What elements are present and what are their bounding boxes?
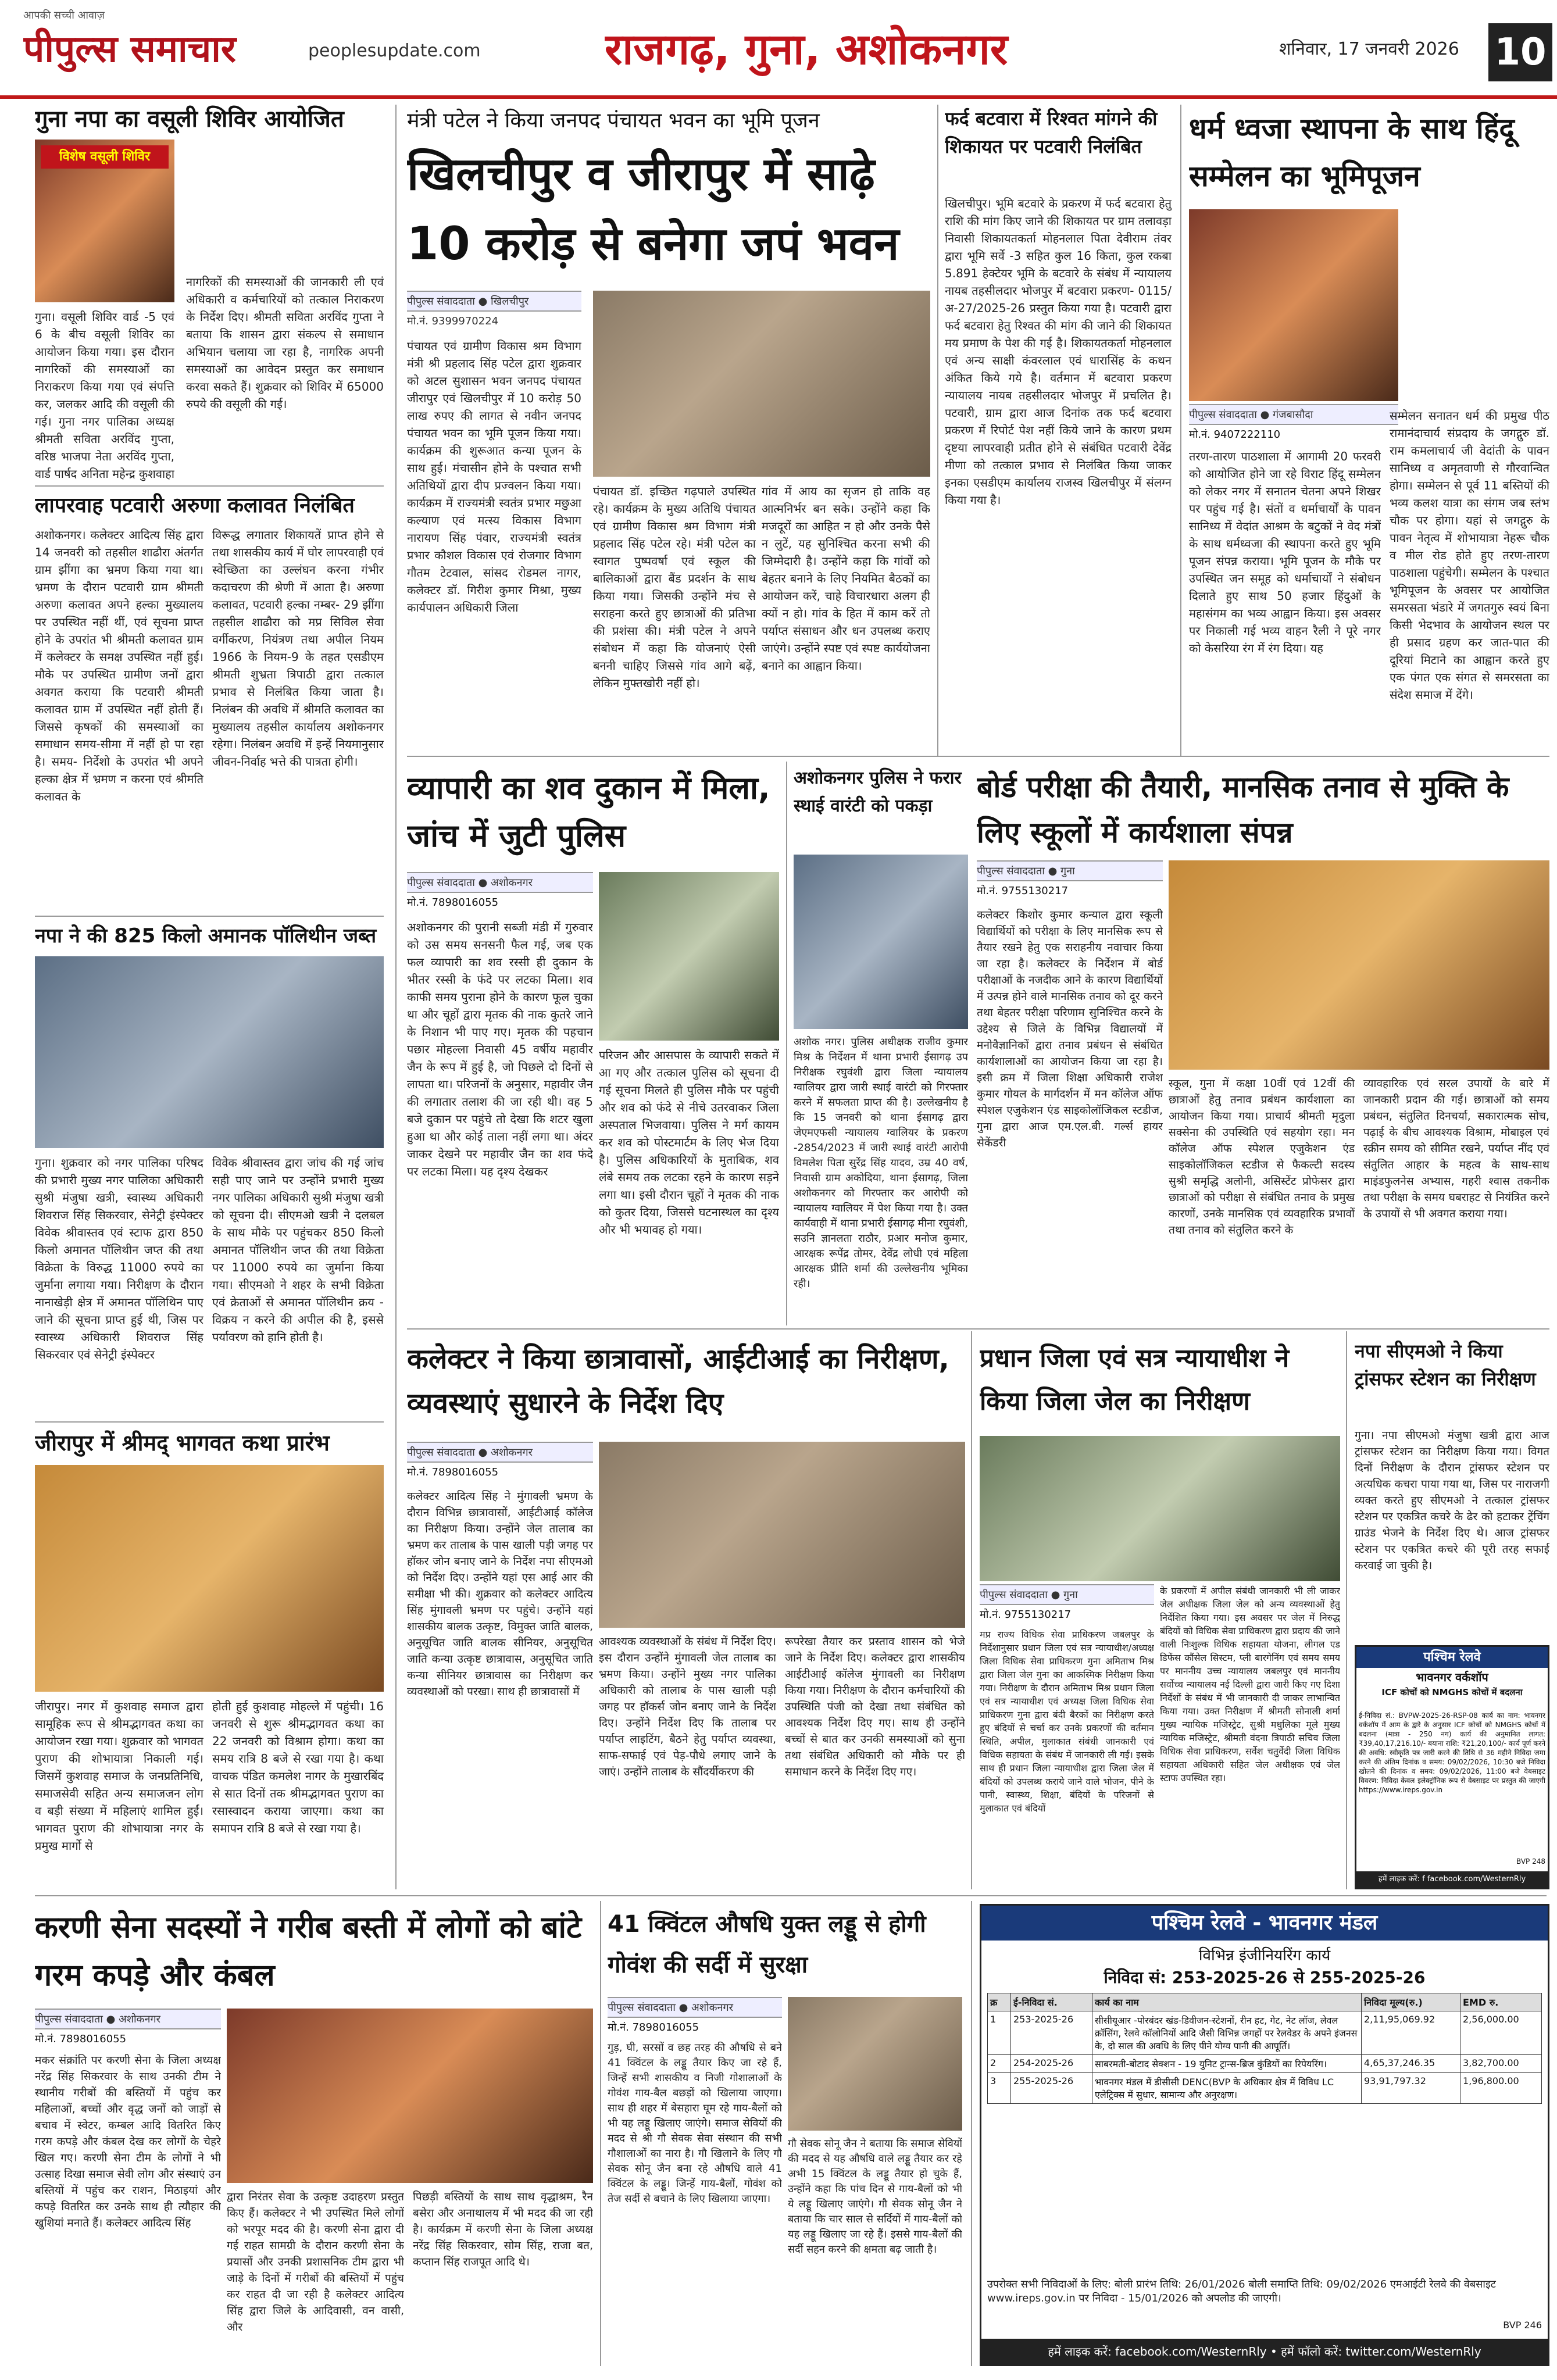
- a8-body-1: अशोकनगर की पुरानी सब्जी मंडी में गुरुवार को उस समय सनसनी फैल गई, जब एक फल व्यापारी का शव रस्सी ही दुकान के भीतर रस्सी के फंदे पर लटका मिला। शव काफी समय पुराना होने के कारण फूल चुका था और चूहों द्वारा मृतक की नाक कुतरे जाने के निशान भी पाए गए। मृतक की पहचान पछार मोहल्ला निवासी 45 वर्षीय महावीर जैन के रूप में हुई है, जो पिछले दो दिनों से लापता था। परिजनों के अनुसार, महावीर जैन की लगातार तलाश की जा रही थी। वह 5 बजे दुकान पर पहुंचे तो देखा कि शटर खुला हुआ था और कोई ताला नहीं लगा था। अंदर जाकर देखने पर महावीर जैन का शव फंदे पर लटका मिला। यह दृश्य देखकर: [407, 920, 593, 1178]
- a14-body-2: द्वारा निरंतर सेवा के उत्कृष्ट उदाहरण प्रस्तुत किए हैं। कलेक्टर ने भी उपस्थित मिले लोगों को भरपूर मदद की है। करणी सेना द्वारा दी गई राहत सामग्री के दौरान करणी सेना के प्रयासों और उनकी प्रशासनिक टीम द्वारा भी जाड़े के दिनों में गरीबों की बस्तियों में पहुंच कर राहत दी जा रही है कलेक्टर आदित्य सिंह द्वारा जिले के आदिवासी, वन वासी, और: [227, 2190, 404, 2333]
- a6-title: फर्द बटवारा में रिश्वत मांगने की शिकायत पर पटवारी निलंबित: [945, 108, 1158, 158]
- divider: [794, 756, 1549, 757]
- a7-mobile: मो.नं. 9407222110: [1189, 428, 1281, 441]
- a3-title: नपा ने की 825 किलो अमानक पॉलिथीन जब्त: [35, 924, 377, 948]
- ad2-sub: विभिन्न इंजीनियरिंग कार्य: [1198, 1947, 1331, 1964]
- a7-byline: पीपुल्स संवाददाता ● गंजबासौदा: [1189, 404, 1398, 425]
- column-divider: [786, 762, 787, 1325]
- a15-body-1: गुड़, घी, सरसों व छह तरह की औषधि से बने 41 क्विंटल के लड्डू तैयार किए जा रहे हैं, जिन्हें सभी शासकीय व निजी गोशालाओं के गोवंश गाय-बैल बछड़ों को खिलाया जाएगा। साथ ही शहर में बेसहारा घूम रहे गाय-बैलों को भी यह लड्डू खिलाए जाएंगे। समाज सेवियों की मदद से श्री गौ सेवक सेवा संस्थान की सभी गौशालाओं का नारा है। गौ खिलाने के लिए गौ सेवक सोनू जैन बना रहे औषधि वाले 41 क्विंटल के लड्डू। जिन्हें गाय-बैलों, गोवंश को तेज सर्दी से बचाने के लिए खिलाया जाएगा।: [608, 2042, 782, 2205]
- a12-byline: पीपुल्स संवाददाता ● गुना: [980, 1584, 1154, 1605]
- cell: 2,56,000.00: [1460, 2011, 1542, 2055]
- cell: भावनगर मंडल में डीसीसी DENC(BVP के अधिकार क्षेत्र में विविध LC एलेट्रिक्स में सुधार, सामान्य और अनुरक्षण।: [1092, 2073, 1362, 2104]
- ad2-follow[interactable]: हमें लाइक करें: facebook.com/WesternRly • हमें फॉलो करें: twitter.com/WesternRly: [981, 2339, 1548, 2364]
- a4-title: जीरापुर में श्रीमद् भागवत कथा प्रारंभ: [35, 1430, 330, 1456]
- divider: [35, 485, 384, 487]
- a15-title: 41 क्विंटल औषधि युक्त लड्डू से होगी गोवंश की सर्दी में सुरक्षा: [608, 1911, 926, 1978]
- column-divider: [971, 1331, 972, 1889]
- cell: 3,82,700.00: [1460, 2055, 1542, 2073]
- a11-photo: [599, 1442, 965, 1628]
- a15-mobile: मो.नं. 7898016055: [608, 2021, 699, 2034]
- table-header-row: [988, 1993, 1542, 2011]
- a4-body-2: होती हुई कुशवाह मोहल्ले में पहुंची। 16 जनवरी से शुरू श्रीमद्भागवत कथा का 22 जनवरी को विश्राम होगा। कथा का समय रात्रि 8 बजे से रखा गया है। कथा वाचक पंडित कमलेश नागर के मुखारबिंद से सात दिनों तक श्रीमद्भागवत पुराण का रसास्वादन कराया जाएगा। कथा का समापन रात्रि 8 बजे से रखा गया है।: [212, 1699, 384, 1835]
- page-number: 10: [1488, 23, 1552, 81]
- column-divider: [1346, 1331, 1347, 1889]
- a5-body-2: पंचायत डॉ. इच्छित गढ़पाले उपस्थित रहे। कार्यक्रम के मुख्य अतिथि पंचायत एवं ग्रामीण विकास श्रम विभाग मंत्री प्रहलाद सिंह पटेल रहे। मंत्री पटेल का स्वागत पुष्पवर्षा एवं स्कूल की बालिकाओं द्वारा बैंड प्रदर्शन के साथ किया गया। जिसकी उन्होंने मंच से सराहना करते हुए छात्राओं की प्रतिभा की प्रशंसा की। मंत्री पटेल ने अपने संबोधन में कहा कि योजनाएं ऐसी बननी चाहिए जिससे गांव आगे बढ़ें, लेकिन मुफ्तखोरी नहीं हो।: [593, 484, 756, 690]
- ad2-table: [987, 1993, 1542, 2260]
- a2-title: लापरवाह पटवारी अरुणा कलावत निलंबित: [35, 494, 355, 517]
- divider: [35, 1895, 1547, 1896]
- a11-body-2: आवश्यक व्यवस्थाओं के संबंध में निर्देश दिए। इस दौरान उन्होंने मुंगावली जेल तालाब का भ्रमण किया। उन्होंने मुख्य नगर पालिका अधिकारी को तालाब के पास खाली पड़ी जगह पर हॉकर्स जोन बनाए जाने के निर्देश दिए। उन्होंने निर्देश दिए कि तालाब पर पर्याप्त लाइटिंग, बैठने हेतु पर्याप्त व्यवस्था, साफ-सफाई एवं पेड़-पौधे लगाए जाने के जाएं। उन्होंने तालाब के सौंदर्यीकरण की: [599, 1635, 776, 1778]
- cell: 255-2025-26: [1011, 2073, 1092, 2104]
- a7-title: धर्म ध्वजा स्थापना के साथ हिंदू सम्मेलन का भूमिपूजन: [1189, 112, 1515, 193]
- divider: [407, 1328, 1549, 1330]
- a14-mobile: मो.नं. 7898016055: [35, 2033, 127, 2045]
- a10-mobile: मो.नं. 9755130217: [977, 885, 1069, 897]
- ad1-code: BVP 248: [1516, 1857, 1545, 1866]
- a5-mobile: मो.नं. 9399970224: [407, 315, 499, 327]
- cell: 1: [988, 2011, 1011, 2055]
- a3-body-2: विवेक श्रीवास्तव द्वारा जांच की गई जांच सही पाए जाने पर उन्होंने प्रभारी मुख्य नगर पालिका अधिकारी सुश्री मंजुषा खत्री को सूचना दी। सीएमओ खत्री ने दलबल के साथ मौके पर पहुंचकर 850 किलो अमानत पॉलिथीन जप्त की तथा विक्रेता पर 11000 रुपये का जुर्माना किया गया। सीएमओ ने शहर के सभी विक्रेता एवं क्रेताओं से अमानत पॉलिथीन क्रय - विक्रय न करने की अपील की है, इससे पर्यावरण को हानि होती है।: [212, 1156, 384, 1344]
- a5-title: खिलचीपुर व जीरापुर में साढ़े 10 करोड़ से बनेगा जपं भवन: [407, 148, 899, 270]
- edition-cities: राजगढ़, गुना, अशोकनगर: [605, 24, 1008, 74]
- cell: 1,96,800.00: [1460, 2073, 1542, 2104]
- a11-body-1: कलेक्टर आदित्य सिंह ने मुंगावली भ्रमण के दौरान विभिन्न छात्रावासों, आईटीआई कॉलेज का निरीक्षण किया। उन्होंने जेल तालाब का भ्रमण कर तालाब के पास खाली पड़ी जगह पर हॉकर जोन बनाए जाने के निर्देश नपा सीएमओ को निर्देश दिए। उन्होंने यहां एस आई आर की समीक्षा भी की। शुक्रवार को कलेक्टर आदित्य सिंह मुंगावली भ्रमण पर पहुंचे। उन्होंने यहां शासकीय बालक उत्कृष्ट, विमुक्त जाति बालक, अनुसूचित जाति बालक सीनियर, अनुसूचित जाति कन्या उत्कृष्ट छात्रावास, अनुसूचित जाति कन्या सीनियर छात्रावास का निरीक्षण कर व्यवस्थाओं को परखा। साथ ही छात्रावासों में: [407, 1490, 593, 1698]
- a5-body-3: गांव में आय का सृजन हो ताकि वह आत्मनिर्भर बन सके। उन्होंने कहा कि मजदूरों का आहित न हो और उनके पैसे न लुटें, यह सुनिश्चित करना सभी की जिम्मेदारी है। उन्होंने कहा कि गांवों को बेहतर बनाने के लिए नियमित बैठकों का आयोजन करें, चाहे विचारधारा अलग ही क्यों न हो। गांव के हित में काम करें तो पर्याप्त संसाधन और धन उपलब्ध कराए जाएंगे। उन्होंने स्पष्ट एवं स्पष्ट कार्ययोजना बनाने का आह्वान किया।: [762, 484, 930, 673]
- a11-title: कलेक्टर ने किया छात्रावासों, आईटीआई का निरीक्षण, व्यवस्थाएं सुधारने के निर्देश दिए: [407, 1343, 949, 1420]
- a5-photo: [593, 291, 930, 477]
- a7-body-2: सम्मेलन सनातन धर्म की प्रमुख पीठ रामानंदाचार्य संप्रदाय के जगद्गुरु डॉ. राम कमलाचार्य जी वेदांती के पावन सानिध्य व अमृतवाणी से गौरवान्वित होगा। सम्मेलन से पूर्व 11 बस्तियों की भव्य कलश यात्रा का संगम जब स्तंभ चौक पर होगा। यहां से जगद्गुरु के पावन नेतृत्व में शोभायात्रा नेहरू चौक व मील रोड होते हुए तरण-तारण पाठशाला पहुंचेगी। सम्मेलन के पश्चात भूमिपूजन के अवसर पर आयोजित समरसता भंडारे में जगतगुरु स्वयं बिना किसी भेदभाव के आयोजन स्थल पर ही प्रसाद ग्रहण कर जात-पात की दूरियां मिटाने का आह्वान करते हुए एक पंगत एक संगत से समरसता का संदेश समाज में देंगे।: [1390, 409, 1549, 702]
- table-row: [988, 2055, 1542, 2073]
- tagline: आपकी सच्ची आवाज़: [23, 9, 105, 22]
- ad1-head: पश्चिम रेलवे: [1356, 1647, 1548, 1668]
- a7-photo: [1189, 209, 1398, 401]
- a1-title: गुना नपा का वसूली शिविर आयोजित: [35, 106, 344, 133]
- ad2-head: पश्चिम रेलवे - भावनगर मंडल: [981, 1906, 1548, 1941]
- a15-body-2: गौ सेवक सोनू जैन ने बताया कि समाज सेवियों की मदद से यह औषधि वाले लड्डू तैयार कर रहे अभी 15 क्विंटल के लड्डू तैयार हो चुके हैं, उन्होंने कहा कि पांच दिन से गाय-बैलों को भी ये लड्डू खिलाए जाएंगे। गौ सेवक सोनू जैन ने बताया कि चार साल से सर्दियों में गाय-बैलों को यह लड्डू खिलाए जा रहे हैं। इससे गाय-बैलों की सर्दी सहन करने की क्षमता बढ़ जाती है।: [788, 2138, 962, 2256]
- a10-body-1: कलेक्टर किशोर कुमार कन्याल द्वारा स्कूली विद्यार्थियों को परीक्षा के लिए मानसिक रूप से तैयार रखने हेतु एक सराहनीय नवाचार किया जा रहा है। कलेक्टर के निर्देशन में बोर्ड परीक्षाओं के नजदीक आने के कारण विद्यार्थियों में उत्पन्न होने वाले मानसिक तनाव को दूर करने तथा बेहतर परीक्षा परिणाम सुनिश्चित करने के उद्देश्य से जिले के विभिन्न विद्यालयों में मनोवैज्ञानिकों द्वारा तनाव प्रबंधन से संबंधित कार्यशालाओं का आयोजन किया जा रहा है। इसी क्रम में जिला शिक्षा अधिकारी राजेश कुमार गोयल के मार्गदर्शन में मन कॉलेज ऑफ स्पेशल एजुकेशन एंड साइकोलॉजिकल स्टडीज, गुना द्वारा आज एम.एल.बी. गर्ल्स हायर सेकेंडरी: [977, 909, 1163, 1149]
- ad1-follow[interactable]: हमें लाइक करें: f facebook.com/WesternRly: [1356, 1871, 1548, 1888]
- a9-photo: [794, 855, 968, 1029]
- a5-kicker: मंत्री पटेल ने किया जनपद पंचायत भवन का भूमि पूजन: [407, 109, 820, 133]
- a10-title: बोर्ड परीक्षा की तैयारी, मानसिक तनाव से मुक्ति के लिए स्कूलों में कार्यशाला संपन्न: [977, 770, 1509, 849]
- a8-title: व्यापारी का शव दुकान में मिला, जांच में जुटी पुलिस: [407, 770, 770, 854]
- a10-body-3: व्यावहारिक एवं सरल उपायों के बारे में जानकारी प्रदान की गई। छात्राओं को समय प्रबंधन, संतुलित दिनचर्या, सकारात्मक सोच, पढ़ाई के बीच आवश्यक विश्राम, मोबाइल एवं स्क्रीन समय को सीमित रखने, पर्याप्त नींद एवं संतुलित आहार के महत्व के साथ-साथ माइंडफुलनेस अभ्यास, गहरी श्वास तकनीक तथा परीक्षा के समय घबराहट से नियंत्रित करने के उपायों से भी अवगत कराया गया।: [1363, 1077, 1549, 1220]
- cell: 2,11,95,069.92: [1362, 2011, 1460, 2055]
- cell: 93,91,797.32: [1362, 2073, 1460, 2104]
- a10-photo: [1169, 860, 1549, 1070]
- a2-body-1: अशोकनगर। कलेक्टर आदित्य सिंह द्वारा 14 जनवरी को तहसील शाढौरा अंतर्गत ग्राम झींगा का भ्रमण किया गया था। भ्रमण के दौरान पटवारी ग्राम श्रीमती अरुणा कलावत अपने हल्का मुख्यालय पर उपस्थित नहीं थीं, एवं सूचना प्राप्त होने के उपरांत भी श्रीमती कलावत ग्राम में कलेक्टर के समक्ष उपस्थित नहीं हुई। मौके पर उपस्थित ग्रामीण जनों द्वारा अवगत कराया कि पटवारी श्रीमती कलावत ग्राम में उपस्थित नहीं होती हैं। जिससे कृषकों की समस्याओं का समाधान समय-सीमा में नहीं हो पा रहा है। समय- निर्देशो के उपरांत भी अपने हल्का क्षेत्र में भ्रमण न करना एवं श्रीमति कलावत के: [35, 528, 203, 803]
- a12-mobile: मो.नं. 9755130217: [980, 1609, 1072, 1621]
- column-divider: [1180, 105, 1181, 756]
- a1-photo-banner: विशेष वसूली शिविर: [41, 145, 169, 169]
- website-link[interactable]: peoplesupdate.com: [308, 41, 481, 61]
- issue-date: शनिवार, 17 जनवरी 2026: [1279, 39, 1459, 59]
- a14-photo: [227, 2009, 593, 2183]
- a6-body-1: खिलचीपुर। भूमि बटवारे के प्रकरण में फर्द बटवारा हेतु राशि की मांग किए जाने की शिकायत पर ग्राम तलावड़ा निवासी शिकायतकर्ता मोहनलाल पिता देवीराम तंवर द्वारा भूमि सर्वे -3 सहित कुल 16 किता, कुल रकबा 5.891 हेक्टेयर भूमि के बटवारे के संबंध में न्यायालय नायब तहसीलदार भोजपुर में बटवारा प्रकरण- 0115/अ-27/2025-26 प्रस्तुत किया गया है। पटवारी द्वारा फर्द बटवारा हेतु रिश्वत की मांग की जाने की शिकायत मय प्रमाण के पेश की गई है। शिकायतकर्ता मोहनलाल एवं अन्य साक्षी कंवरलाल एवं धारासिंह के कथन अंकित किये गये है। वर्तमान में बटवारा प्रकरण न्यायालय नायब तहसीलदार भोजपुर में प्रचलित है। पटवारी, ग्राम द्वारा आज दिनांक तक फर्द बटवारा प्रकरण में रिपोर्ट पेश नहीं किये जाने के कारण प्रथम दृष्टया लापरवाही प्रतीत होने से संबंधित पटवारी देवेंद्र मीणा को तत्काल प्रभाव से निलंबित किया जाकर इनका एसडीएम कार्यालय राजस्व खिलचीपुर में संलग्न किया गया है।: [945, 196, 1172, 507]
- a12-body-2: के प्रकरणों में अपील संबंधी जानकारी भी ली जाकर जेल अधीक्षक जिला जेल को अन्य व्यवस्थाओं हेतु निर्देशित किया गया। इस अवसर पर जेल में निरुद्ध बंदियों को विधिक सेवा प्राधिकरण द्वारा प्रदाय की जाने वाली निःशुल्क विधिक सहायता योजना, लीगल एड डिफेंस कौंसेल सिस्टम, प्ली बारगेनिंग एवं समय समय पर माननीय उच्च न्यायालय जबलपुर एवं माननीय सर्वोच्च न्यायालय नई दिल्ली द्वारा जारी किए गए दिशा निर्देशों के संबंध में भी जानकारी दी जाकर लाभान्वित किया गया। उक्त निरीक्षण में श्रीमती सोनाली शर्मा मुख्य न्यायिक मजिस्ट्रेट, सुश्री मधुलिका मूले मुख्य न्यायिक मजिस्ट्रेट, श्रीमती वंदना त्रिपाठी सचिव जिला विधिक सेवा प्राधिकरण, सर्वेश चतुर्वेदी जिला विधिक सहायता अधिकारी सहित जेल अधीक्षक एवं जेल स्टाफ उपस्थित रहा।: [1160, 1585, 1340, 1784]
- a9-body-1: अशोक नगर। पुलिस अधीक्षक राजीव कुमार मिश्र के निर्देशन में थाना प्रभारी ईसागढ़ उप निरीक्षक रघुवंशी द्वारा जिला न्यायालय ग्वालियर द्वारा जारी स्थाई वारंटी को गिरफ्तार करने में सफलता प्राप्त की है। उल्लेखनीय है कि 15 जनवरी को थाना ईसागढ़ द्वारा जेएमएफसी न्यायालय ग्वालियर के प्रकरण -2854/2023 में जारी स्थाई वारंटी आरोपी विमलेश पिता सुरेंद्र सिंह यादव, उम्र 40 वर्ष, निवासी ग्राम अकोदिया, थाना ईसागढ़, जिला अशोकनगर को गिरफ्तार कर आरोपी को न्यायालय ग्वालियर में पेश किया गया है। उक्त कार्यवाही में थाना प्रभारी ईसागढ़ मीना रघुवंशी, सउनि ज्ञानलता राठौर, प्रआर मनोज कुमार, आरक्षक रूपेंद्र तोमर, देवेंद्र लोधी एवं महिला आरक्षक प्रीति शर्मा की उल्लेखनीय भूमिका रही।: [794, 1036, 968, 1290]
- a15-byline: पीपुल्स संवाददाता ● अशोकनगर: [608, 1997, 782, 2018]
- a3-photo: [35, 956, 384, 1148]
- a14-body-3: पिछड़ी बस्तियों के साथ साथ वृद्धाश्रम, रैन बसेरा और अनाथालय में भी मदद की जा रही है। कार्यक्रम में करणी सेना के जिला अध्यक्ष नरेंद्र सिंह सिकरवार, सोम सिंह, राजा बत, कप्तान सिंह राजपूत आदि थे।: [413, 2190, 593, 2268]
- a4-photo: [35, 1465, 384, 1692]
- a5-body-1: पंचायत एवं ग्रामीण विकास श्रम विभाग मंत्री श्री प्रहलाद सिंह पटेल द्वारा शुक्रवार को अटल सुशासन भवन जनपद पंचायत जीरापुर एवं खिलचीपुर में 10 करोड़ 50 लाख रुपए की लागत से नवीन जनपद पंचायत भवन का भूमि पूजन किया गया। कार्यक्रम की शुरूआत कन्या पूजन के साथ हुई। मंचासीन होने के पश्चात सभी अतिथियों द्वारा दीप प्रज्वलन किया गया। कार्यक्रम में राज्यमंत्री स्वतंत्र प्रभार मछुआ कल्याण एवं मत्स्य विकास विभाग नारायण सिंह पंवार, राज्यमंत्री स्वतंत्र प्रभार कौशल विकास एवं रोजगार विभाग गौतम टेटवाल, सांसद रोडमल नागर, कलेक्टर डॉ. गिरीश कुमार मिश्रा, मुख्य कार्यपालन अधिकारी जिला: [407, 339, 581, 614]
- a4-body-1: जीरापुर। नगर में कुशवाह समाज द्वारा सामूहिक रूप से श्रीमद्भागवत कथा का आयोजन रखा गया। शुक्रवार को भागवत पुराण की शोभायात्रा निकाली गई। जिसमें कुशवाह समाज के जनप्रतिनिधि, समाजसेवी सहित अन्य समाजजन लोग व बड़ी संख्या में महिलाएं शामिल हुईं। भागवत पुराण की शोभायात्रा नगर के प्रमुख मार्गो से: [35, 1699, 203, 1853]
- column-divider: [937, 105, 938, 756]
- col-header: EMD रु.: [1460, 1993, 1542, 2011]
- col-header: निविदा मूल्य(रु.): [1362, 1993, 1460, 2011]
- cell: 4,65,37,246.35: [1362, 2055, 1460, 2073]
- table-row: [988, 2073, 1542, 2104]
- column-divider: [395, 105, 397, 1889]
- divider: [35, 916, 384, 917]
- a1-body-2: नागरिकों की समस्याओं की जानकारी ली एवं अधिकारी व कर्मचारियों को तत्काल निराकरण के निर्देश दिए। श्रीमती सविता अरविंद गुप्ता ने बताया कि शासन द्वारा संकल्प से समाधान अभियान चलाया जा रहा है, नागरिक अपनी समस्याओं का आवेदन प्रस्तुत कर समाधान करवा सकते हैं। शुक्रवार को शिविर में 65000 रुपये की वसूली की गई।: [186, 275, 384, 411]
- ad2-code: BVP 246: [1503, 2320, 1542, 2331]
- a14-byline: पीपुल्स संवाददाता ● अशोकनगर: [35, 2009, 221, 2029]
- col-header: क्र: [988, 1993, 1011, 2011]
- a13-body-1: गुना। नपा सीएमओ मंजुषा खत्री द्वारा आज ट्रांसफर स्टेशन का निरीक्षण किया गया। विगत दिनों निरीक्षण के दौरान ट्रांसफर स्टेशन पर अत्यधिक कचरा पाया गया था, जिस पर नाराजगी व्यक्त करते हुए सीएमओ ने तत्काल ट्रांसफर स्टेशन पर एकत्रित कचरे के ढेर को हटाकर ट्रेंचिंग ग्राउंड भेजने के निर्देश दिए थे। आज ट्रांसफर स्टेशन पर एकत्रित कचरे की पूरी तरह सफाई करवाई जा चुकी है।: [1355, 1429, 1549, 1572]
- cell: 3: [988, 2073, 1011, 2104]
- cell: 2: [988, 2055, 1011, 2073]
- newspaper-logo: पीपुल्स समाचार: [23, 27, 236, 71]
- a5-byline: पीपुल्स संवाददाता ● खिलचीपुर: [407, 291, 581, 312]
- a12-title: प्रधान जिला एवं सत्र न्यायाधीश ने किया जिला जेल का निरीक्षण: [980, 1343, 1290, 1416]
- table-row: [988, 2011, 1542, 2055]
- ad1-body: ई-निविदा सं.: BVPW-2025-26-RSP-08 कार्य का नाम: भावनगर वर्कशॉप में आम के द्वारे के अनुसार ICF कोचों को NMGHS कोचों में बदलना (मात्रा - 250 नग) कार्य की अनुमानित लागत: ₹39,40,17,216.10/- बयाना राशि: ₹21,20,100/- कार्य पूर्ण करने की अवधि: स्वीकृति पत्र जारी करने की तिथि से 36 महीने निविदा जमा करने की अंतिम दिनांक व समय: 09/02/2026, 10:30 बजे निविदा खोलने की दिनांक व समय: 09/02/2026, 11:00 बजे वेबसाइट विवरण: निविदा केवल इलेक्ट्रॉनिक रूप से वेबसाइट पर प्रस्तुत की जाएगी https://www.ireps.gov.in: [1359, 1711, 1545, 1794]
- col-header: कार्य का नाम: [1092, 1993, 1362, 2011]
- a8-photo: [599, 872, 779, 1041]
- cell: 253-2025-26: [1011, 2011, 1092, 2055]
- a13-title: नपा सीएमओ ने किया ट्रांसफर स्टेशन का निरीक्षण: [1355, 1340, 1536, 1390]
- a11-body-3: रूपरेखा तैयार कर प्रस्ताव शासन को भेजे जाने के निर्देश दिए। कलेक्टर द्वारा शासकीय आईटीआई कॉलेज मुंगावली का निरीक्षण किया गया। निरीक्षण के दौरान कर्मचारियों की उपस्थिति पंजी को देखा तथा संबंधित को आवश्यक निर्देश दिए गए। साथ ही उन्होंने बच्चों से बात कर उनकी समस्याओं को सुना तथा संबंधित अधिकारी को मौके पर ही समाधान करने के निर्देश दिए गए।: [785, 1635, 965, 1778]
- railway-tender-ad-2: [980, 1904, 1549, 2366]
- a14-title: करणी सेना सदस्यों ने गरीब बस्ती में लोगों को बांटे गरम कपड़े और कंबल: [35, 1910, 582, 1993]
- a14-body-1: मकर संक्रांति पर करणी सेना के जिला अध्यक्ष नरेंद्र सिंह सिकरवार के साथ उनकी टीम ने स्थानीय गरीबों की बस्तियों में पहुंच कर महिलाओं, बच्चों और वृद्ध जनों को जाड़ों से बचाव में स्वेटर, कम्बल आदि वितरित किए गरम कपड़े और कंबल देख कर लोगों के चेहरे खिल गए। करणी सेना टीम के लोगों ने भी उत्साह दिखा समाज सेवी लोग और संस्थाएं उन बस्तियों में पहुंच कर राशन, मिठाइयां और कपड़े वितरित कर उनके साथ ही त्यौहार की खुशियां मनाते हैं। कलेक्टर आदित्य सिंह: [35, 2054, 221, 2229]
- ad1-sub2: ICF कोचों को NMGHS कोचों में बदलना: [1381, 1687, 1523, 1698]
- railway-tender-ad-1: [1355, 1645, 1549, 1889]
- cell: 254-2025-26: [1011, 2055, 1092, 2073]
- a3-body-1: गुना। शुक्रवार को नगर पालिका परिषद की प्रभारी मुख्य नगर पालिका अधिकारी सुश्री मंजुषा खत्री, स्वास्थ्य अधिकारी शिवराज सिंह सिकरवार, सेनेट्री इंस्पेक्टर विवेक श्रीवास्तव एवं स्टाफ द्वारा 850 किलो अमानत पॉलिथीन जप्त की तथा विक्रेता के विरुद्ध 11000 रुपये का जुर्माना लगाया गया। निरीक्षण के दौरान नानाखेड़ी क्षेत्र में अमानत पॉलिथिन पाए जाने की सूचना प्राप्त हुई थी, जिस पर स्वास्थ्य अधिकारी शिवराज सिंह सिकरवार एवं सेनेट्री इंस्पेक्टर: [35, 1156, 203, 1361]
- column-divider: [971, 1901, 972, 2366]
- a8-mobile: मो.नं. 7898016055: [407, 896, 499, 909]
- tender-table: [987, 1993, 1542, 2104]
- a8-body-2: परिजन और आसपास के व्यापारी सकते में आ गए और तत्काल पुलिस को सूचना दी गई सूचना मिलते ही पुलिस मौके पर पहुंची और शव को फंदे से नीचे उतरवाकर जिला अस्पताल भिजवाया। पुलिस ने मर्ग कायम कर शव को पोस्टमार्टम के लिए भेज दिया है। पुलिस अधिकारियों के मुताबिक, शव लंबे समय तक लटका रहने के कारण सड़ने लगा था। इसी दौरान चूहों ने मृतक की नाक को कुतर दिया, जिससे घटनास्थल का दृश्य और भी भयावह हो गया।: [599, 1048, 779, 1237]
- cell: सीसीयूआर -पोरबंदर खंड-डिवीजन-स्टेशनों, रीन हट, गेट, नेट लॉज, लेवल क्रॉसिंग, रेलवे कॉलोनियों आदि जैसी विभिन्न जगहों पर रेलवेडर के अपने इंजनस के, दो साल की अवधि के लिए पीने योग्य पानी की आपूर्ति।: [1092, 2011, 1362, 2055]
- a12-photo: [980, 1436, 1340, 1581]
- col-header: ई-निविदा सं.: [1011, 1993, 1092, 2011]
- a10-byline: पीपुल्स संवाददाता ● गुना: [977, 860, 1163, 881]
- column-divider: [600, 1901, 601, 2366]
- a12-body-1: मप्र राज्य विधिक सेवा प्राधिकरण जबलपुर के निर्देशानुसार प्रधान जिला एवं सत्र न्यायाधीश/अध्यक्ष जिला विधिक सेवा प्राधिकरण गुना अमिताभ मिश्र द्वारा जिला जेल गुना का आकस्मिक निरीक्षण किया गया। निरीक्षण के दौरान अमिताभ मिश्र प्रधान जिला एवं सत्र न्यायाधीश एवं अध्यक्ष जिला विधिक सेवा प्राधिकरण गुना द्वारा बंदी बैरकों का निरीक्षण करते हुए बंदियों से चर्चा कर उनके प्रकरणों की वर्तमान स्थिति, अपील, मुलाकात संबंधी जानकारी एवं विधिक सहायता के संबंध में जानकारी ली गई। इसके साथ ही प्रधान जिला न्यायाधीश द्वारा जिला जेल में बंदियों को उपलब्ध कराये जाने वाले भोजन, पीने के पानी, स्वास्थ्य, शिक्षा, बंदियों के परिजनों से मुलाकात एवं बंदियों: [980, 1629, 1154, 1814]
- cell: साबरमती-बोटाद सेक्शन - 19 युनिट ट्रान्स-ब्रिज कुंडियों का रिपेयरिंग।: [1092, 2055, 1362, 2073]
- ad1-sub: भावनगर वर्कशॉप: [1416, 1670, 1488, 1684]
- a15-photo: [788, 1997, 962, 2131]
- a8-byline: पीपुल्स संवाददाता ● अशोकनगर: [407, 872, 593, 893]
- a9-title: अशोकनगर पुलिस ने फरार स्थाई वारंटी को पकड़ा: [794, 768, 962, 816]
- a11-mobile: मो.नं. 7898016055: [407, 1466, 499, 1478]
- ad2-foot: उपरोक्त सभी निविदाओं के लिए: बोली प्रारंभ तिथि: 26/01/2026 बोली समाप्ति तिथि: 09/02/2026 एमआईटी रेलवे की वेबसाइट www.ireps.gov.in पर निविदा - 15/01/2026 को अपलोड की जाएगी।: [987, 2278, 1496, 2304]
- divider: [35, 1421, 384, 1423]
- a10-body-2: स्कूल, गुना में कक्षा 10वीं एवं 12वीं की छात्राओं हेतु तनाव प्रबंधन कार्यशाला का आयोजन किया गया। प्राचार्य श्रीमती मृदुला सक्सेना की उपस्थिति एवं सहयोग रहा। मन कॉलेज ऑफ स्पेशल एजुकेशन एंड साइकोलॉजिकल स्टडीज से फैकल्टी सदस्य सुश्री समृद्धि अलोनी, असिस्टेंट प्रोफेसर द्वारा छात्राओं को परीक्षा से संबंधित तनाव के प्रमुख कारणों, उनके मानसिक एवं व्यवहारिक प्रभावों तथा तनाव को संतुलित करने के: [1169, 1077, 1355, 1237]
- a2-body-2: विरूद्ध लगातार शिकायतें प्राप्त होने से तथा शासकीय कार्य में घोर लापरवाही एवं स्वेच्छिता का उल्लंघन करना गंभीर कदाचरण की श्रेणी में आता है। अरुणा कलावत, पटवारी हल्का नम्बर- 29 झींगा तहसील शाढौरा को मप्र सिविल सेवा वर्गीकरण, नियंत्रण तथा अपील नियम 1966 के नियम-9 के तहत एसडीएम श्रीमती शुभ्रता त्रिपाठी द्वारा तत्काल प्रभाव से निलंबित किया जाता है। निलंबन की अवधि में श्रीमति कलावत का मुख्यालय तहसील कार्यालय अशोकनगर रहेगा। निलंबन अवधि में इन्हें नियमानुसार जीवन-निर्वाह भत्ते की पात्रता होगी।: [212, 528, 384, 769]
- a1-body-1: गुना। वसूली शिविर वार्ड -5 एवं 6 के बीच वसूली शिविर का आयोजन किया गया। इस दौरान नागरिकों की समस्याओं का निराकरण किया गया एवं संपत्ति कर, जलकर आदि की वसूली की गई। गुना नगर पालिका अध्यक्ष श्रीमती सविता अरविंद गुप्ता, वरिष्ठ भाजपा नेता अरविंद गुप्ता, वार्ड पार्षद अनिता महेन्द्र कुशवाहा: [35, 310, 174, 481]
- ad2-notice: निविदा सं: 253-2025-26 से 255-2025-26: [1104, 1968, 1426, 1987]
- a11-byline: पीपुल्स संवाददाता ● अशोकनगर: [407, 1442, 593, 1463]
- a7-body-1: तरण-तारण पाठशाला में आगामी 20 फरवरी को आयोजित होने जा रहे विराट हिंदू सम्मेलन को लेकर नगर में सनातन चेतना अपने शिखर पर पहुंच गई है। संतों व धर्माचार्यों के पावन सानिध्य में वेदांत आश्रम के बटुकों ने वेद मंत्रों के साथ धर्मध्वजा की स्थापना करते हुए भूमि पूजन संपन्न कराया। भूमि पूजन के मौके पर उपस्थित जन समूह को धर्माचार्यों ने संबोधन दिलाते हुए साथ 50 हजार हिंदुओं के महासंगम का भव्य आह्वान किया। इस अवसर पर निकाली गई भव्य वाहन रैली ने पूरे नगर को केसरिया रंग में रंग दिया। यह: [1189, 449, 1381, 655]
- a1-photo: [35, 140, 174, 302]
